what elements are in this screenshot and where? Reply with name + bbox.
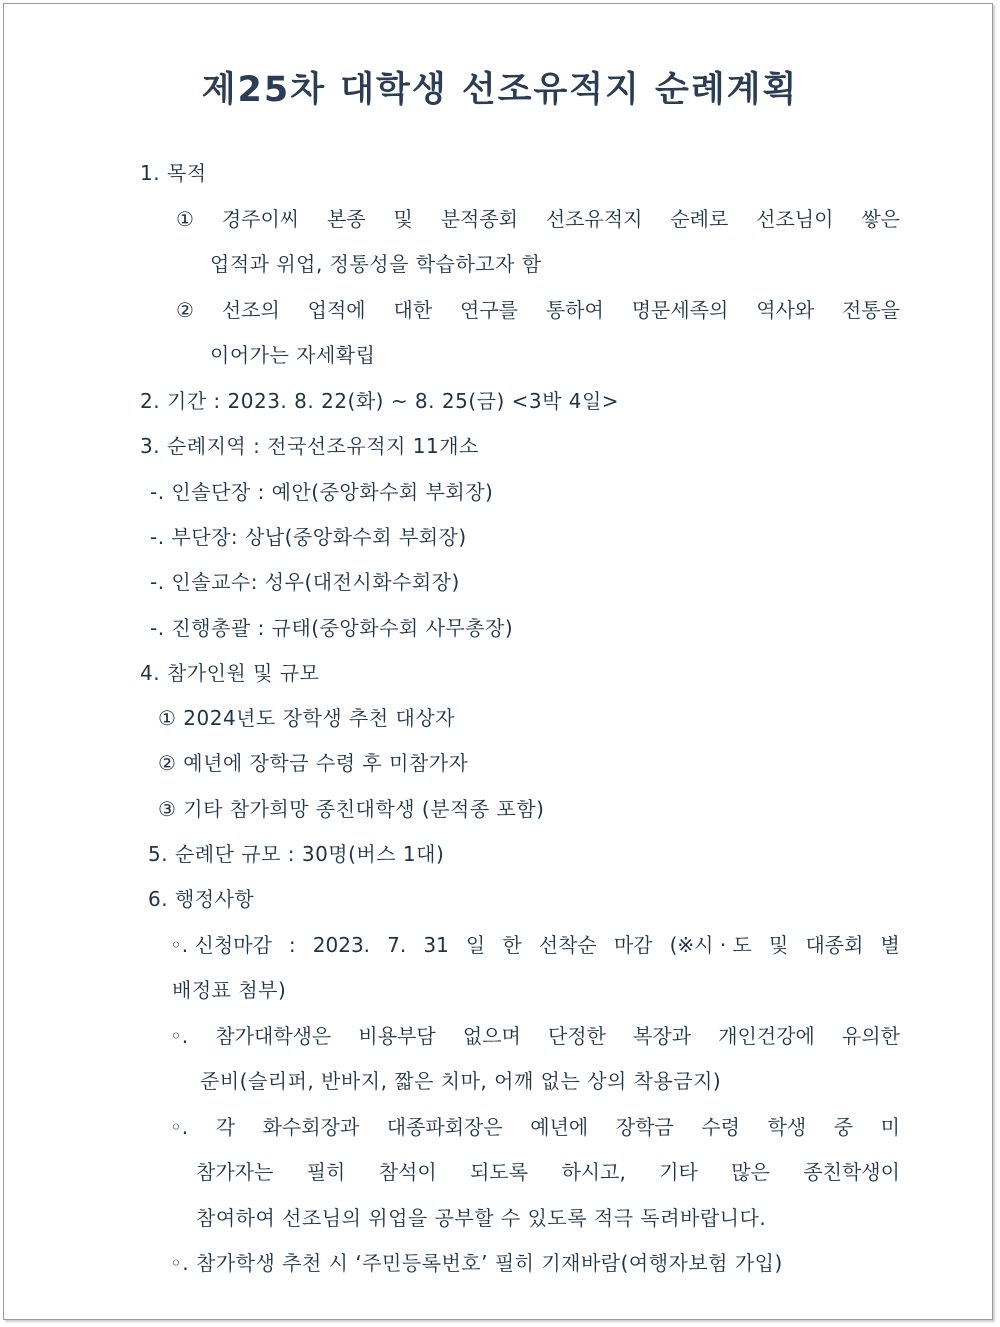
section-3-heading: 3. 순례지역 : 전국선조유적지 11개소 bbox=[140, 434, 479, 458]
word: 마감 bbox=[613, 933, 653, 957]
word: (※시 · 도 bbox=[669, 933, 752, 957]
word: 수령 bbox=[701, 1115, 740, 1139]
word: 대종파회장은 bbox=[386, 1115, 503, 1139]
word: 선조님이 bbox=[756, 207, 834, 231]
word: ② bbox=[176, 298, 194, 322]
word: 유의한 bbox=[841, 1024, 900, 1048]
word: 예년에 bbox=[530, 1115, 589, 1139]
word: ◦. 신청마감 bbox=[170, 933, 272, 957]
word: ◦. bbox=[170, 1024, 189, 1048]
word: 한 bbox=[502, 933, 522, 957]
word: 연구를 bbox=[460, 298, 518, 322]
word: 각 bbox=[215, 1115, 236, 1139]
word: 별 bbox=[880, 933, 900, 957]
word: 하시고, bbox=[561, 1160, 626, 1184]
coordinator-line: -. 진행총괄 : 규태(중앙화수회 사무총장) bbox=[150, 616, 514, 640]
word: 7. bbox=[387, 933, 407, 957]
admin-item-a-line-2: 배정표 첨부) bbox=[172, 978, 287, 1002]
word: 되도록 bbox=[470, 1160, 529, 1184]
purpose-item-2-line-1 bbox=[176, 295, 900, 325]
word: 순례로 bbox=[670, 207, 729, 231]
admin-item-b-line-1 bbox=[170, 1021, 900, 1051]
word: 장학금 bbox=[615, 1115, 674, 1139]
admin-item-b-line-2: 준비(슬리퍼, 반바지, 짧은 치마, 어깨 없는 상의 착용금지) bbox=[200, 1069, 722, 1093]
word: 대종회 bbox=[805, 933, 864, 957]
word: 및 bbox=[769, 933, 789, 957]
word: 선조유적지 bbox=[545, 207, 643, 231]
word: 통하여 bbox=[545, 298, 604, 322]
word: 선조의 bbox=[221, 298, 280, 322]
word: 많은 bbox=[731, 1160, 770, 1184]
admin-item-c-line-3: 참여하여 선조님의 위업을 공부할 수 있도록 적극 독려바랍니다. bbox=[196, 1206, 767, 1230]
word: 비용부담 bbox=[358, 1024, 436, 1048]
word: : bbox=[288, 933, 296, 957]
word: 화수회장과 bbox=[262, 1115, 360, 1139]
admin-item-a-line-1 bbox=[170, 930, 900, 960]
word: 참가자는 bbox=[196, 1160, 274, 1184]
word: 2023. bbox=[312, 933, 371, 957]
document-title: 제25차 대학생 선조유적지 순례계획 bbox=[201, 70, 799, 110]
leader-line: -. 인솔단장 : 예안(중앙화수회 부회장) bbox=[150, 480, 494, 504]
word: 31 bbox=[423, 933, 449, 957]
word: 참석이 bbox=[378, 1160, 437, 1184]
word: 중 bbox=[833, 1115, 854, 1139]
word: 없으며 bbox=[462, 1024, 521, 1048]
purpose-item-1-line-1 bbox=[176, 204, 900, 234]
word: 대한 bbox=[393, 298, 433, 322]
admin-item-d-line-1: ◦. 참가학생 추천 시 ‘주민등록번호’ 필히 기재바람(여행자보험 가입) bbox=[170, 1251, 783, 1275]
word: 명문세족의 bbox=[631, 298, 729, 322]
participants-item-3: ③ 기타 참가희망 종친대학생 (분적종 포함) bbox=[158, 797, 545, 821]
word: 경주이씨 bbox=[221, 207, 300, 231]
word: 일 bbox=[465, 933, 486, 957]
word: 역사와 bbox=[756, 298, 815, 322]
section-1-heading: 1. 목적 bbox=[140, 161, 207, 185]
word: 단정한 bbox=[547, 1024, 606, 1048]
section-2-period: 2. 기간 : 2023. 8. 22(화) ~ 8. 25(금) <3박 4일> bbox=[140, 389, 620, 413]
section-5-scale: 5. 순례단 규모 : 30명(버스 1대) bbox=[148, 842, 445, 866]
word: 복장과 bbox=[633, 1024, 692, 1048]
word: 종친학생이 bbox=[803, 1160, 900, 1184]
word: ① bbox=[176, 207, 194, 231]
word: 필히 bbox=[306, 1160, 346, 1184]
word: 전통을 bbox=[842, 298, 900, 322]
word: 미 bbox=[880, 1115, 900, 1139]
word: 쌓은 bbox=[861, 207, 900, 231]
word: 업적에 bbox=[307, 298, 366, 322]
purpose-item-1-line-2: 업적과 위업, 정통성을 학습하고자 함 bbox=[210, 252, 542, 276]
purpose-item-2-line-2: 이어가는 자세확립 bbox=[210, 343, 376, 367]
word: 선착순 bbox=[538, 933, 597, 957]
participants-item-2: ② 예년에 장학금 수령 후 미참가자 bbox=[158, 751, 469, 775]
word: 분적종회 bbox=[440, 207, 518, 231]
section-4-heading: 4. 참가인원 및 규모 bbox=[140, 661, 320, 685]
word: 개인건강에 bbox=[718, 1024, 815, 1048]
participants-item-1: ① 2024년도 장학생 추천 대상자 bbox=[158, 706, 455, 730]
word: ◦. bbox=[170, 1115, 189, 1139]
deputy-leader-line: -. 부단장: 상납(중앙화수회 부회장) bbox=[150, 525, 467, 549]
word: 기타 bbox=[659, 1160, 698, 1184]
professor-line: -. 인솔교수: 성우(대전시화수회장) bbox=[150, 570, 460, 594]
word: 학생 bbox=[767, 1115, 807, 1139]
word: 및 bbox=[393, 207, 413, 231]
word: 본종 bbox=[326, 207, 366, 231]
admin-item-c-line-2 bbox=[196, 1157, 900, 1187]
admin-item-c-line-1 bbox=[170, 1112, 900, 1142]
word: 참가대학생은 bbox=[215, 1024, 332, 1048]
section-6-heading: 6. 행정사항 bbox=[148, 887, 255, 911]
